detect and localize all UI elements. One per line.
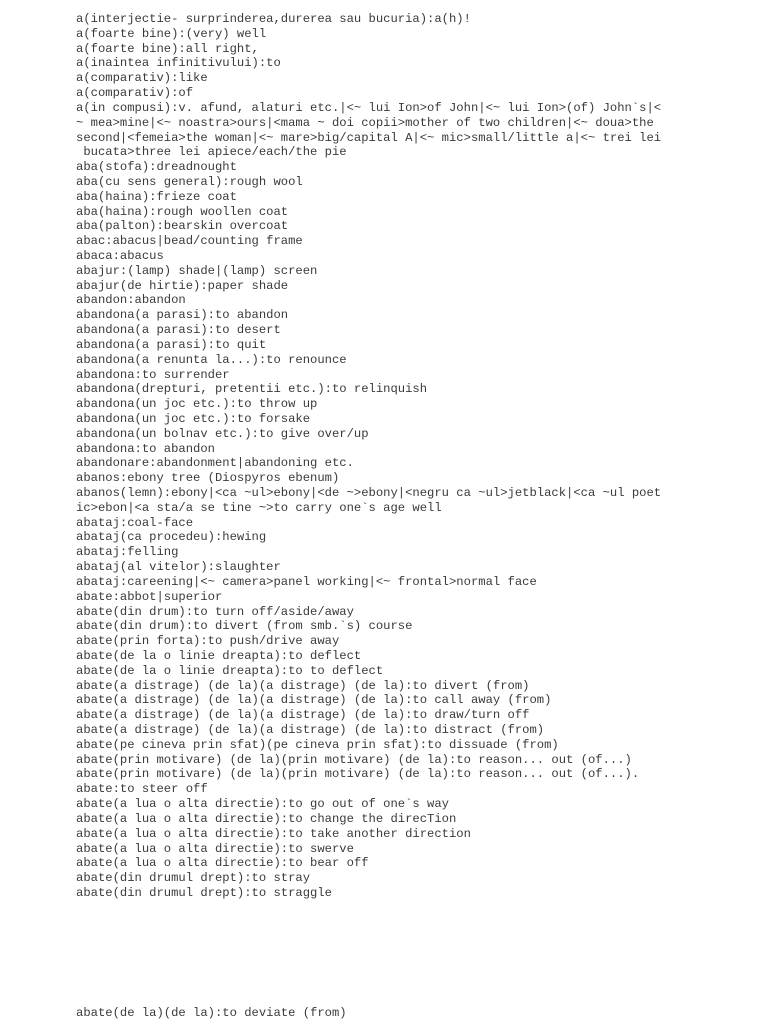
dictionary-entry-line: a(inaintea infinitivului):to bbox=[76, 56, 281, 71]
dictionary-entry-line: abandonare:abandonment|abandoning etc. bbox=[76, 456, 354, 471]
dictionary-entry-line: abandona(a parasi):to desert bbox=[76, 323, 281, 338]
dictionary-entry-line: abate(pe cineva prin sfat)(pe cineva prin sfat):to dissuade (from) bbox=[76, 737, 559, 752]
dictionary-entry-line: abate(din drumul drept):to straggle bbox=[76, 885, 332, 900]
dictionary-entry-line: abandona(drepturi, pretentii etc.):to relinquish bbox=[76, 382, 428, 397]
dictionary-entry-line: ic>ebon|<a sta/a se tine ~>to carry one`s age well bbox=[76, 500, 442, 515]
dictionary-entry-line: abandona:to surrender bbox=[76, 367, 230, 382]
dictionary-entry-line: abate(a distrage) (de la)(a distrage) (de la):to divert (from) bbox=[76, 678, 530, 693]
dictionary-entry-line: a(in compusi):v. afund, alaturi etc.|<~ lui Ion>of John|<~ lui Ion>(of) John`s|< bbox=[76, 100, 662, 115]
dictionary-entry-line: abate(de la o linie dreapta):to to deflect bbox=[76, 663, 384, 678]
dictionary-entry-line: abandona(a renunta la...):to renounce bbox=[76, 352, 347, 367]
dictionary-entry-line: a(foarte bine):(very) well bbox=[76, 26, 267, 41]
dictionary-entry-line: abate(a distrage) (de la)(a distrage) (de la):to distract (from) bbox=[76, 723, 545, 737]
dictionary-entry-line: a(comparativ):of bbox=[76, 86, 194, 101]
dictionary-entry-line: aba(stofa):dreadnought bbox=[76, 160, 237, 175]
dictionary-entry-line: abandon:abandon bbox=[76, 293, 186, 308]
dictionary-entry-line: ~ mea>mine|<~ noastra>ours|<mama ~ doi copii>mother of two children|<~ doua>the bbox=[76, 115, 654, 130]
dictionary-entry-line: a(comparativ):like bbox=[76, 71, 208, 86]
dictionary-entry-line: abate(din drum):to turn off/aside/away bbox=[76, 604, 354, 619]
dictionary-entry-line: abate(a lua o alta directie):to go out of one`s way bbox=[76, 797, 449, 812]
dictionary-entry-line: abataj(al vitelor):slaughter bbox=[76, 560, 281, 575]
dictionary-entries bbox=[76, 12, 756, 901]
dictionary-entry-line: aba(haina):rough woollen coat bbox=[76, 204, 289, 219]
dictionary-entry-line: abandona(a parasi):to abandon bbox=[76, 308, 289, 323]
dictionary-entry-line: abataj:felling bbox=[76, 545, 179, 560]
dictionary-entry-line: a(foarte bine):all right, bbox=[76, 41, 259, 56]
dictionary-entry-line: abandona(un joc etc.):to forsake bbox=[76, 411, 311, 426]
dictionary-entry-line: abanos(lemn):ebony|<ca ~ul>ebony|<de ~>ebony|<negru ca ~ul>jetblack|<ca ~ul poet bbox=[76, 486, 662, 500]
dictionary-entry-line: abate(a distrage) (de la)(a distrage) (de la):to call away (from) bbox=[76, 693, 552, 708]
dictionary-entry-line: abataj:careening|<~ camera>panel working|<~ frontal>normal face bbox=[76, 574, 537, 589]
dictionary-entry-line: abate(din drumul drept):to stray bbox=[76, 871, 311, 886]
dictionary-entry-line: abataj:coal-face bbox=[76, 515, 194, 530]
dictionary-entry-line: abate:to steer off bbox=[76, 782, 208, 797]
dictionary-entry-line: second|<femeia>the woman|<~ mare>big/capital A|<~ mic>small/little a|<~ trei lei bbox=[76, 130, 662, 145]
dictionary-entry-line: abataj(ca procedeu):hewing bbox=[76, 530, 267, 545]
dictionary-entry-line: abate:abbot|superior bbox=[76, 589, 223, 604]
dictionary-entry-line: abandona(un bolnav etc.):to give over/up bbox=[76, 426, 369, 441]
dictionary-entry-line: abaca:abacus bbox=[76, 249, 164, 263]
dictionary-entry-line: abate(a lua o alta directie):to swerve bbox=[76, 841, 354, 856]
dictionary-entry-line: abate(a lua o alta directie):to bear off bbox=[76, 856, 369, 871]
dictionary-entry-line: abac:abacus|bead/counting frame bbox=[76, 234, 303, 249]
dictionary-entry-line: abate(a lua o alta directie):to take another direction bbox=[76, 826, 471, 841]
dictionary-entry-bottom: abate(de la)(de la):to deviate (from) bbox=[76, 1006, 347, 1020]
dictionary-entry-line: abajur:(lamp) shade|(lamp) screen bbox=[76, 263, 318, 278]
dictionary-entry-line: abate(prin forta):to push/drive away bbox=[76, 634, 340, 649]
dictionary-entry-line: aba(haina):frieze coat bbox=[76, 189, 237, 204]
dictionary-entry-line: abate(prin motivare) (de la)(prin motivare) (de la):to reason... out (of...) bbox=[76, 752, 632, 767]
dictionary-entry-line: abandona(un joc etc.):to throw up bbox=[76, 397, 318, 412]
dictionary-entry-line: abandona:to abandon bbox=[76, 441, 215, 456]
dictionary-entry-line: abajur(de hirtie):paper shade bbox=[76, 278, 289, 293]
dictionary-entry-line: abate(din drum):to divert (from smb.`s) course bbox=[76, 619, 413, 634]
dictionary-entry-line: abate(a lua o alta directie):to change the direcTion bbox=[76, 811, 457, 826]
dictionary-entry-line: a(interjectie- surprinderea,durerea sau bucuria):a(h)! bbox=[76, 12, 471, 26]
dictionary-entry-line: abate(a distrage) (de la)(a distrage) (de la):to draw/turn off bbox=[76, 708, 530, 723]
dictionary-entry-line: abate(de la o linie dreapta):to deflect bbox=[76, 648, 362, 663]
dictionary-entry-line: abanos:ebony tree (Diospyros ebenum) bbox=[76, 471, 340, 486]
dictionary-entry-line: abate(prin motivare) (de la)(prin motivare) (de la):to reason... out (of...). bbox=[76, 767, 640, 782]
dictionary-entry-line: abandona(a parasi):to quit bbox=[76, 337, 267, 352]
dictionary-entry-line: bucata>three lei apiece/each/the pie bbox=[76, 145, 347, 160]
dictionary-entry-line: aba(cu sens general):rough wool bbox=[76, 174, 303, 189]
dictionary-entry-line: aba(palton):bearskin overcoat bbox=[76, 219, 289, 234]
